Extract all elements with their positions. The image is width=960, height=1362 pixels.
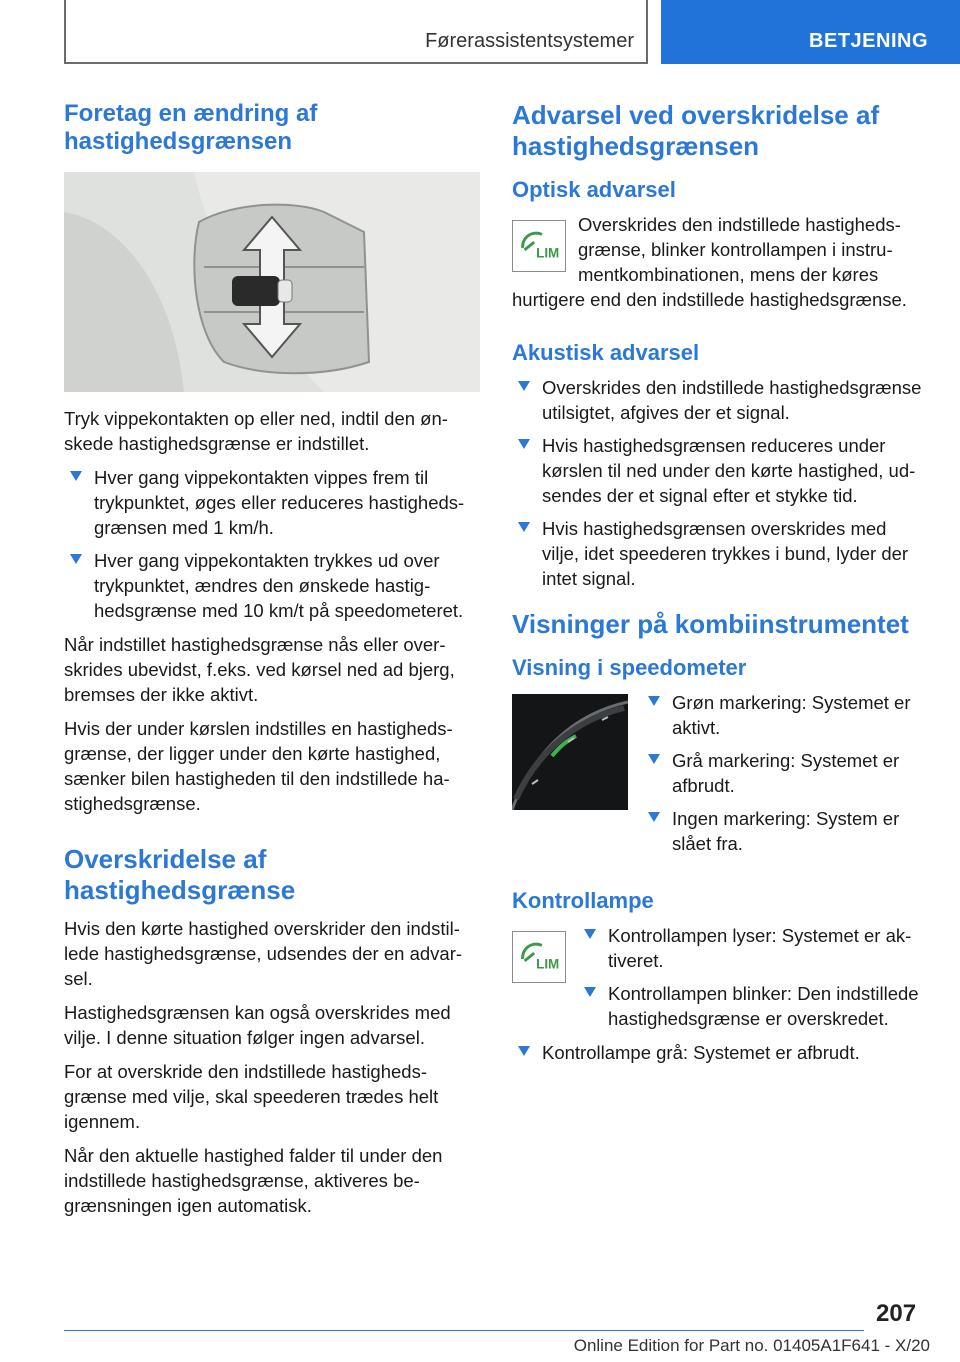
bullet-list (512, 1040, 926, 1065)
list-item: Grå markering: Systemet er afbrudt. (642, 748, 926, 798)
footer-divider (64, 1330, 864, 1331)
heading-warning: Advarsel ved overskridelse af hastighedsgrænsen (512, 100, 880, 161)
paragraph: Overskrides den indstillede hastighedsgrænse, blinker kontrollampen i instrumentkombinationen, mens der køres hurtigere end den indstillede hastighedsgrænse. (512, 214, 907, 310)
list-item: Overskrides den indstillede hastighedsgrænse utilsigtet, afgives der et signal. (512, 375, 926, 425)
list-item: Kontrollampen lyser: Systemet er aktiveret. (578, 923, 926, 973)
list-item: Hvis hastighedsgrænsen reduceres under kørslen til ned under den kørte hastighed, udsendes der et signal efter et stykke tid. (512, 433, 926, 508)
indicator-lamp-block (512, 923, 926, 1040)
list-item: Hver gang vippekontakten trykkes ud over trykpunktet, ændres den ønskede hastighedsgrænse med 10 km/t på speedometeret. (64, 548, 480, 623)
heading-displays: Visninger på kombiinstrumentet (512, 609, 909, 639)
paragraph: Tryk vippekontakten op eller ned, indtil den ønskede hastighedsgrænse er indstillet. (64, 408, 448, 454)
triangle-bullet-icon (70, 554, 82, 564)
paragraph: Hvis den kørte hastighed overskrider den indstillede hastighedsgrænse, udsendes der en advarsel. (64, 918, 463, 989)
triangle-bullet-icon (518, 439, 530, 449)
bullet-list (512, 375, 926, 591)
list-item: Kontrollampen blinker: Den indstillede hastighedsgrænse er overskredet. (578, 981, 926, 1031)
list-item: Hver gang vippekontakten vippes frem til trykpunktet, øges eller reduceres hastighedsgrænsen med 1 km/h. (64, 465, 480, 540)
triangle-bullet-icon (518, 1046, 530, 1056)
optical-warning-block (512, 212, 926, 312)
triangle-bullet-icon (70, 471, 82, 481)
list-item: Hvis hastighedsgrænsen overskrides med vilje, idet speederen trykkes i bund, lyder der intet signal. (512, 516, 926, 591)
triangle-bullet-icon (518, 381, 530, 391)
lim-indicator-icon (512, 220, 566, 272)
list-item: Kontrollampe grå: Systemet er afbrudt. (512, 1040, 926, 1065)
heading-exceed-limit: Overskridelse af hastighedsgrænse (64, 844, 296, 905)
svg-text:LIM: LIM (536, 956, 560, 972)
bullet-list (64, 465, 480, 623)
svg-text:LIM: LIM (536, 245, 560, 261)
paragraph: For at overskride den indstillede hastighedsgrænse med vilje, skal speederen trædes helt igennem. (64, 1061, 439, 1132)
paragraph: Når indstillet hastighedsgrænse nås eller overskrides ubevidst, f.eks. ved kørsel ned ad bjerg, bremses der ikke aktivt. (64, 634, 455, 705)
heading-speedometer: Visning i speedometer (512, 655, 747, 680)
header-chapter-tab (661, 0, 960, 64)
steering-wheel-rocker-image (64, 172, 480, 392)
paragraph: Hastighedsgrænsen kan også overskrides med vilje. I denne situation følger ingen advarsel. (64, 1002, 451, 1048)
rocker-switch-icon (232, 276, 280, 306)
page-number: 207 (876, 1300, 917, 1327)
bullet-list (642, 690, 926, 856)
paragraph: Når den aktuelle hastighed falder til under den indstillede hastighedsgrænse, aktiveres begrænsningen igen automatisk. (64, 1145, 443, 1216)
header-section-title: Førerassistentsystemer (425, 30, 634, 52)
triangle-bullet-icon (584, 929, 596, 939)
heading-indicator-lamp: Kontrollampe (512, 888, 654, 913)
footer-edition: Online Edition for Part no. 01405A1F641 - X/20 (573, 1336, 930, 1355)
triangle-bullet-icon (648, 696, 660, 706)
bullet-list (578, 923, 926, 1031)
header-chapter-title: BETJENING (809, 30, 928, 52)
speedometer-block (512, 690, 926, 865)
header-section-box (64, 0, 648, 64)
right-column (512, 100, 926, 1074)
triangle-bullet-icon (584, 987, 596, 997)
heading-change-limit: Foretag en ændring af hastighedsgrænsen (64, 100, 318, 155)
heading-optical-warning: Optisk advarsel (512, 177, 676, 202)
heading-acoustic-warning: Akustisk advarsel (512, 340, 700, 365)
list-item: Ingen markering: System er slået fra. (642, 806, 926, 856)
speedometer-image (512, 694, 628, 810)
paragraph: Hvis der under kørslen indstilles en hastighedsgrænse, der ligger under den kørte hastighed, sænker bilen hastigheden til den indstillede hastighedsgrænse. (64, 718, 453, 814)
triangle-bullet-icon (648, 754, 660, 764)
triangle-bullet-icon (648, 812, 660, 822)
list-item: Grøn markering: Systemet er aktivt. (642, 690, 926, 740)
lim-indicator-icon (512, 931, 566, 983)
triangle-bullet-icon (518, 522, 530, 532)
left-column (64, 100, 480, 1227)
